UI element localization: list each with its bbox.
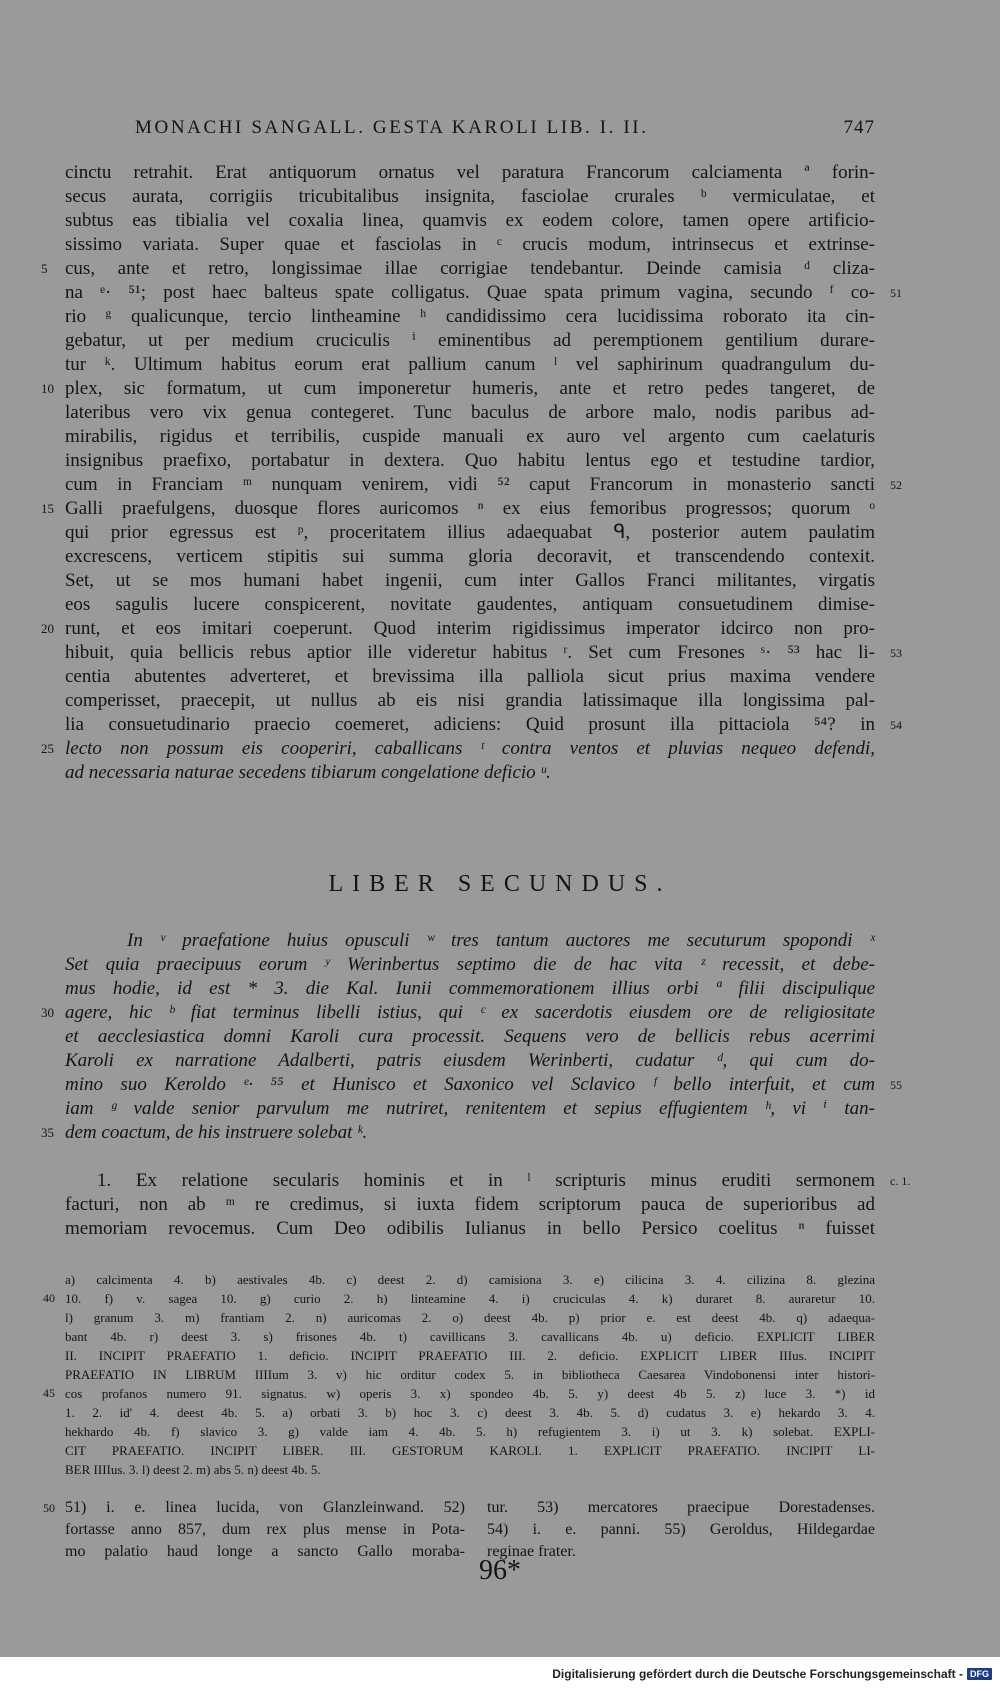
text-line: cum in Franciam ᵐ nunquam venirem, vidi ⁵² caput Francorum in monasterio sancti xyxy=(65,474,875,495)
text-line: lia consuetudinario praecio coemeret, adiciens: Quid prosunt illa pittaciola ⁵⁴? in xyxy=(65,714,875,735)
text-line: mirabilis, rigidus et terribilis, cuspide manuali ex auro vel argento cum caelaturis xyxy=(65,426,875,447)
line-number: 20 xyxy=(41,621,54,636)
text-line: 1. Ex relatione secularis hominis et in ˡ scripturis minus eruditi sermonem xyxy=(97,1170,875,1191)
text-line: dem coactum, de his instruere solebat ᵏ. xyxy=(65,1122,368,1143)
text-line: cus, ante et retro, longissimae illae corrigiae tendebantur. Deinde camisia ᵈ cliza- xyxy=(65,258,875,279)
margin-number: 52 xyxy=(890,478,902,492)
text-line: mino suo Keroldo ᵉ· ⁵⁵ et Hunisco et Saxonico vel Sclavico ᶠ bello interfuit, et cum xyxy=(65,1074,875,1095)
note-line: 51) i. e. linea lucida, von Glanzleinwand. 52) xyxy=(65,1499,465,1516)
note-line: fortasse anno 857, dum rex plus mense in Pota- xyxy=(65,1521,465,1538)
text-line: iam ᵍ valde senior parvulum me nutriret, renitentem et sepius effugientem ʰ, vi ⁱ tan- xyxy=(65,1098,875,1119)
text-line: plex, sic formatum, ut cum imponeretur humeris, ante et retro pedes tangeret, de xyxy=(65,378,875,399)
text-line: eos sagulis lucere conspicerent, novitate gaudentes, antiquam consuetudinem dimise- xyxy=(65,594,875,615)
text-line: hibuit, quia bellicis rebus aptior ille videretur habitus ʳ. Set cum Fresones ˢ· ⁵³ hac li- xyxy=(65,642,875,663)
text-line: In ᵛ praefatione huius opusculi ʷ tres tantum auctores me secuturum spopondi ˣ xyxy=(127,930,875,951)
text-line: facturi, non ab ᵐ re credimus, si iuxta fidem scriptorum pauca de superioribus ad xyxy=(65,1194,875,1215)
footnote-line: hekhardo 4b. f) slavico 3. g) valde iam 4. 4b. 5. h) refugientem 3. i) ut 3. k) solebat. EXPLI- xyxy=(65,1424,875,1439)
text-line: subtus eas tibialia vel coxalia linea, quamvis ex eodem colore, tamen opere artificio- xyxy=(65,210,875,231)
line-number: 5 xyxy=(41,261,48,276)
note-line: 54) i. e. panni. 55) Geroldus, Hildegardae xyxy=(487,1521,875,1538)
margin-number: 53 xyxy=(890,646,902,660)
text-line: Set quia praecipuus eorum ʸ Werinbertus septimo die de hac vita ᶻ recessit, et debe- xyxy=(65,954,875,975)
text-line: et aecclesiastica domni Karoli cura processit. Sequens vero de bellicis rebus acerrimi xyxy=(65,1026,875,1047)
footnote-line: a) calcimenta 4. b) aestivales 4b. c) deest 2. d) camisiona 3. e) cilicina 3. 4. cilizina 8. glezina xyxy=(65,1272,875,1287)
text-line: sissimo variata. Super quae et fasciolas in ᶜ crucis modum, intrinsecus et extrinse- xyxy=(65,234,875,255)
text-line: agere, hic ᵇ fiat terminus libelli istius, qui ᶜ ex sacerdotis eiusdem ore de religiositate xyxy=(65,1002,875,1023)
text-line: qui prior egressus est ᵖ, proceritatem illius adaequabat ᑫ, posterior autem paulatim xyxy=(65,522,875,543)
footnote-line: II. INCIPIT PRAEFATIO 1. deficio. INCIPIT PRAEFATIO III. 2. deficio. EXPLICIT LIBER IIIus. INCIPIT xyxy=(65,1348,875,1363)
text-line: centia abutentes adverteret, et brevissima illa palliola sicut prius maxima vendere xyxy=(65,666,875,687)
text-line: Karoli ex narratione Adalberti, patris eiusdem Werinberti, cudatur ᵈ, qui cum do- xyxy=(65,1050,875,1071)
signature-mark: 96* xyxy=(479,1555,521,1586)
running-title: MONACHI SANGALL. GESTA KAROLI LIB. I. II. xyxy=(135,117,649,138)
note-line: reginae frater. xyxy=(487,1543,576,1560)
text-line: gebatur, ut per medium cruciculis ⁱ eminentibus ad peremptionem gentilium durare- xyxy=(65,330,875,351)
text-line: cinctu retrahit. Erat antiquorum ornatus vel paratura Francorum calciamenta ª forin- xyxy=(65,162,875,183)
text-line: lecto non possum eis cooperiri, caballicans ᵗ contra ventos et pluvias nequeo defendi, xyxy=(65,738,875,759)
line-number: 40 xyxy=(43,1291,55,1305)
running-header xyxy=(135,117,875,139)
text-line: Set, ut se mos humani habet ingenii, cum inter Gallos Franci militantes, virgatis xyxy=(65,570,875,591)
note-line: tur. 53) mercatores praecipue Dorestadenses. xyxy=(487,1499,875,1516)
text-line: lateribus vero vix genua contegeret. Tunc baculus de arbore malo, nodis paribus ad- xyxy=(65,402,875,423)
footnote-line: cos profanos numero 91. signatus. w) operis 3. x) spondeo 4b. 5. y) deest 4b 5. z) luce 3. *) id xyxy=(65,1386,875,1401)
page-number: 747 xyxy=(843,117,875,138)
footnote-line: l) granum 3. m) frantiam 2. n) auricomas 2. o) deest 4b. p) prior e. est deest 4b. q) adaequa- xyxy=(65,1310,875,1325)
footnote-line: CIT PRAEFATIO. INCIPIT LIBER. III. GESTORUM KAROLI. 1. EXPLICIT PRAEFATIO. INCIPIT LI- xyxy=(65,1443,875,1458)
footnote-line: PRAEFATIO IN LIBRUM IIIIum 3. v) hic orditur codex 5. in bibliotheca Caesarea Vindobonensi inter histori- xyxy=(65,1367,875,1382)
text-line: insignibus praefixo, portabatur in dextera. Quo habitu lentus ego et testudine tardior, xyxy=(65,450,875,471)
text-line: tur ᵏ. Ultimum habitus eorum erat pallium canum ˡ vel saphirinum quadrangulum du- xyxy=(65,354,875,375)
text-line: Galli praefulgens, duosque flores auricomos ⁿ ex eius femoribus progressos; quorum ᵒ xyxy=(65,498,875,519)
text-line: mus hodie, id est * 3. die Kal. Iunii commemorationem illius orbi ª filii discipulique xyxy=(65,978,875,999)
line-number: 50 xyxy=(43,1501,55,1515)
footnote-line: BER IIIIus. 3. l) deest 2. m) abs 5. n) deest 4b. 5. xyxy=(65,1462,321,1477)
line-number: 15 xyxy=(41,501,54,516)
footnote-line: 1. 2. id' 4. deest 4b. 5. a) orbati 3. b) hoc 3. c) deest 3. 4b. 5. d) cudatus 3. e) hekardo 3. 4. xyxy=(65,1405,875,1420)
footnote-line: 10. f) v. sagea 10. g) curio 2. h) linteamine 4. i) cruciculas 4. k) duraret 8. auraretur 10. xyxy=(65,1291,875,1306)
line-number: 25 xyxy=(41,741,54,756)
line-number: 45 xyxy=(43,1386,55,1400)
text-line: ad necessaria naturae secedens tibiarum congelatione deficio ᵘ. xyxy=(65,762,551,783)
margin-number: 55 xyxy=(890,1078,902,1092)
margin-number: 54 xyxy=(890,718,902,732)
margin-number: c. 1. xyxy=(890,1174,911,1188)
text-line: excrescens, verticem stipitis sui summa gloria decoravit, et transcendendo contexit. xyxy=(65,546,875,567)
footnote-line: bant 4b. r) deest 3. s) frisones 4b. t) cavillicans 3. cavallicans 4b. u) deficio. EXPLICIT LIBER xyxy=(65,1329,875,1344)
margin-number: 51 xyxy=(890,286,902,300)
line-number: 10 xyxy=(41,381,54,396)
text-line: secus aurata, corrigiis tricubitalibus insignita, fasciolae crurales ᵇ vermiculatae, et xyxy=(65,186,875,207)
text-line: memoriam revocemus. Cum Deo odibilis Iulianus in bello Persico coelitus ⁿ fuisset xyxy=(65,1218,875,1239)
text-line: comperisset, praecepit, ut nullus ab eis nisi grandia latissimaque illa longissima pal- xyxy=(65,690,875,711)
digitization-credit xyxy=(552,1667,992,1681)
credit-text: Digitalisierung gefördert durch die Deutsche Forschungsgemeinschaft - xyxy=(552,1667,963,1681)
text-line: runt, et eos imitari coeperunt. Quod interim rigidissimus imperator idcirco non pro- xyxy=(65,618,875,639)
text-line: rio ᵍ qualicunque, tercio lintheamine ʰ candidissimo cera lucidissima roborato ita cin- xyxy=(65,306,875,327)
line-number: 35 xyxy=(41,1125,54,1140)
note-line: mo palatio haud longe a sancto Gallo moraba- xyxy=(65,1543,465,1560)
section-title: LIBER SECUNDUS. xyxy=(328,871,672,897)
text-line: na ᵉ· ⁵¹; post haec balteus spate colligatus. Quae spata primum vagina, secundo ᶠ co- xyxy=(65,282,875,303)
line-number: 30 xyxy=(41,1005,54,1020)
dfg-logo-icon: DFG xyxy=(967,1668,992,1680)
